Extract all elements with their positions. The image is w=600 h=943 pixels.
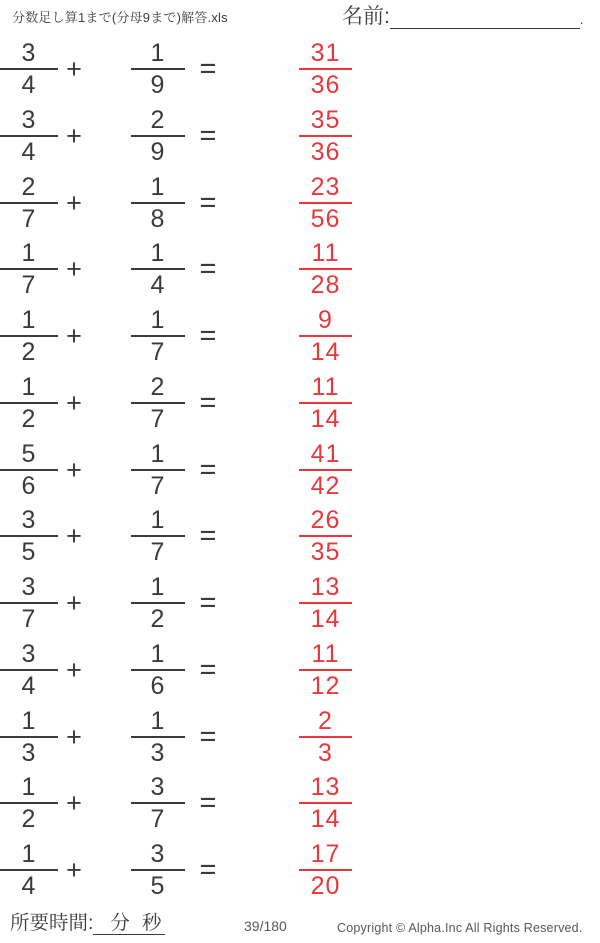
equals-operator: = [199,187,217,219]
fraction-numerator: 3 [150,773,166,801]
problem-row [0,38,600,102]
fraction-denominator: 9 [150,138,166,166]
first-fraction [0,572,58,634]
first-fraction [0,639,58,701]
fraction-denominator: 8 [150,205,166,233]
answer-fraction [299,772,352,834]
second-fraction [131,105,185,167]
answer-numerator: 11 [311,373,340,401]
problem-row [0,439,600,503]
name-label: 名前: [342,5,390,28]
fraction-numerator: 1 [21,840,37,868]
answer-fraction [299,372,352,434]
fraction-numerator: 3 [21,39,37,67]
answer-denominator: 14 [310,405,341,433]
fraction-denominator: 4 [21,672,37,700]
fraction-denominator: 2 [21,405,37,433]
fraction-denominator: 9 [150,71,166,99]
fraction-numerator: 1 [150,506,166,534]
answer-fraction [299,839,352,901]
fraction-numerator: 1 [150,707,166,735]
fraction-denominator: 5 [150,872,166,900]
answer-numerator: 9 [318,306,333,334]
fraction-numerator: 3 [150,840,166,868]
second-fraction [131,505,185,567]
worksheet-title: 分数足し算1まで(分母9まで)解答.xls [12,10,228,25]
plus-operator: + [66,54,82,84]
fraction-numerator: 3 [21,106,37,134]
fraction-numerator: 3 [21,506,37,534]
answer-denominator: 14 [310,805,341,833]
plus-operator: + [66,521,82,551]
fraction-denominator: 7 [150,338,166,366]
fraction-denominator: 5 [21,538,37,566]
equals-operator: = [199,587,217,619]
fraction-denominator: 3 [21,739,37,767]
answer-numerator: 41 [310,440,341,468]
name-blank-line [390,5,580,29]
answer-fraction [299,706,352,768]
minutes-label: 分 [110,912,130,934]
answer-numerator: 17 [310,840,341,868]
second-fraction [131,372,185,434]
seconds-label: 秒 [141,912,162,934]
second-fraction [131,238,185,300]
first-fraction [0,505,58,567]
fraction-numerator: 1 [21,306,37,334]
fraction-numerator: 3 [21,640,37,668]
second-fraction [131,305,185,367]
answer-numerator: 13 [310,573,341,601]
answer-fraction [299,305,352,367]
answer-numerator: 35 [310,106,341,134]
first-fraction [0,238,58,300]
fraction-numerator: 1 [150,573,166,601]
fraction-denominator: 4 [21,138,37,166]
fraction-numerator: 1 [150,640,166,668]
problem-row [0,839,600,903]
fraction-numerator: 5 [21,440,37,468]
plus-operator: + [66,788,82,818]
problem-row [0,372,600,436]
fraction-numerator: 1 [150,440,166,468]
fraction-denominator: 4 [150,271,166,299]
fraction-numerator: 1 [21,239,37,267]
answer-fraction [299,172,352,234]
fraction-numerator: 1 [150,173,166,201]
problem-row [0,238,600,302]
second-fraction [131,38,185,100]
equals-operator: = [199,654,217,686]
page-indicator: 39/180 [244,918,287,934]
equals-operator: = [199,520,217,552]
name-field [342,4,583,29]
problem-row [0,505,600,569]
plus-operator: + [66,321,82,351]
second-fraction [131,706,185,768]
second-fraction [131,839,185,901]
name-line-period: . [579,12,584,27]
plus-operator: + [66,655,82,685]
time-required-label: 所要時間: [10,912,94,934]
second-fraction [131,639,185,701]
fraction-denominator: 7 [150,538,166,566]
answer-numerator: 11 [311,640,340,668]
first-fraction [0,706,58,768]
answer-denominator: 36 [310,138,341,166]
fraction-denominator: 6 [150,672,166,700]
copyright-text: Copyright © Alpha.Inc All Rights Reserved. [337,921,583,935]
plus-operator: + [66,388,82,418]
plus-operator: + [66,188,82,218]
fraction-denominator: 3 [150,739,166,767]
fraction-numerator: 1 [150,306,166,334]
answer-denominator: 28 [310,271,341,299]
equals-operator: = [199,854,217,886]
first-fraction [0,439,58,501]
second-fraction [131,572,185,634]
answer-numerator: 2 [318,707,333,735]
fraction-denominator: 7 [150,805,166,833]
answer-numerator: 13 [310,773,341,801]
answer-numerator: 11 [311,239,340,267]
equals-operator: = [199,253,217,285]
answer-denominator: 20 [310,872,341,900]
fraction-numerator: 1 [150,239,166,267]
time-blank-line [93,912,165,935]
answer-denominator: 35 [310,538,341,566]
equals-operator: = [199,454,217,486]
second-fraction [131,772,185,834]
problem-row [0,105,600,169]
answer-fraction [299,639,352,701]
answer-fraction [299,572,352,634]
first-fraction [0,305,58,367]
plus-operator: + [66,254,82,284]
equals-operator: = [199,320,217,352]
answer-fraction [299,38,352,100]
fraction-denominator: 7 [21,271,37,299]
answer-denominator: 14 [310,338,341,366]
problem-row [0,772,600,836]
problem-row [0,305,600,369]
first-fraction [0,172,58,234]
second-fraction [131,439,185,501]
fraction-numerator: 2 [150,373,166,401]
answer-fraction [299,505,352,567]
answer-numerator: 31 [310,39,341,67]
answer-denominator: 3 [318,739,333,767]
plus-operator: + [66,588,82,618]
answer-fraction [299,238,352,300]
equals-operator: = [199,721,217,753]
time-required-field [10,912,165,935]
fraction-denominator: 7 [21,605,37,633]
second-fraction [131,172,185,234]
first-fraction [0,772,58,834]
fraction-denominator: 2 [21,805,37,833]
problem-row [0,572,600,636]
answer-numerator: 23 [310,173,341,201]
equals-operator: = [199,120,217,152]
answer-denominator: 12 [310,672,341,700]
problem-row [0,706,600,770]
answer-denominator: 42 [310,472,341,500]
answer-numerator: 26 [310,506,341,534]
first-fraction [0,839,58,901]
first-fraction [0,372,58,434]
fraction-denominator: 4 [21,872,37,900]
answer-fraction [299,105,352,167]
fraction-numerator: 1 [21,707,37,735]
fraction-numerator: 1 [21,773,37,801]
fraction-denominator: 2 [150,605,166,633]
problem-row [0,639,600,703]
answer-denominator: 36 [310,71,341,99]
fraction-denominator: 7 [21,205,37,233]
plus-operator: + [66,455,82,485]
equals-operator: = [199,53,217,85]
fraction-denominator: 7 [150,472,166,500]
plus-operator: + [66,855,82,885]
fraction-denominator: 2 [21,338,37,366]
first-fraction [0,38,58,100]
problem-row [0,172,600,236]
first-fraction [0,105,58,167]
equals-operator: = [199,787,217,819]
answer-fraction [299,439,352,501]
fraction-numerator: 2 [21,173,37,201]
plus-operator: + [66,722,82,752]
fraction-numerator: 1 [150,39,166,67]
fraction-numerator: 3 [21,573,37,601]
plus-operator: + [66,121,82,151]
fraction-denominator: 6 [21,472,37,500]
fraction-denominator: 4 [21,71,37,99]
answer-denominator: 56 [310,205,341,233]
answer-denominator: 14 [310,605,341,633]
fraction-numerator: 2 [150,106,166,134]
fraction-denominator: 7 [150,405,166,433]
equals-operator: = [199,387,217,419]
fraction-numerator: 1 [21,373,37,401]
